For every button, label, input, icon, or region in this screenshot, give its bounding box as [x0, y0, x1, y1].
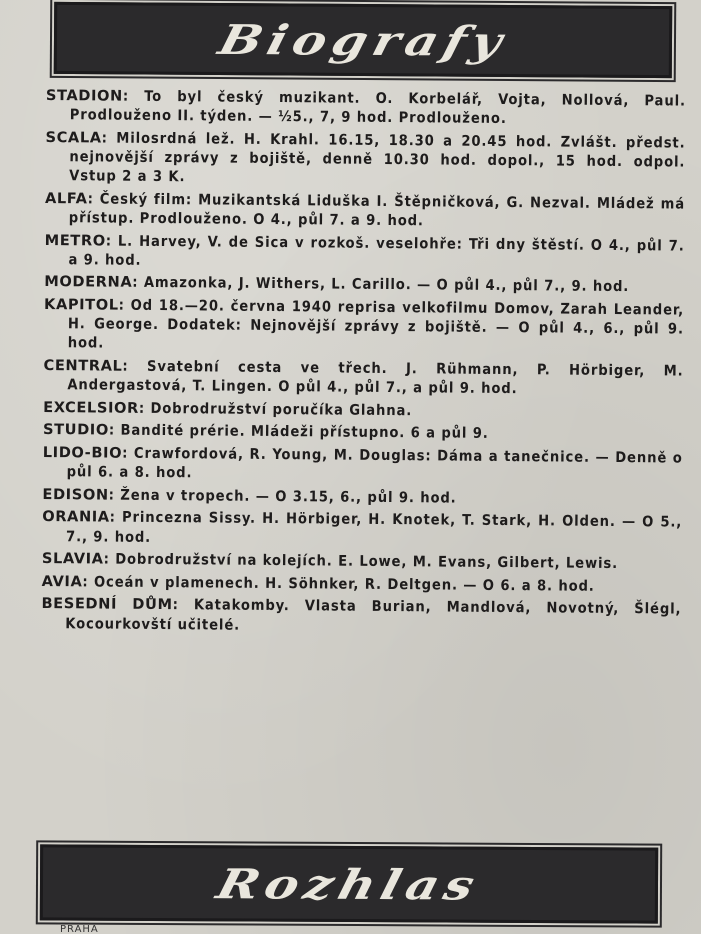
cut-off-text: PRAHA	[60, 924, 99, 934]
venue-name: MODERNA	[44, 273, 133, 292]
list-item: KAPITOL: Od 18.—20. června 1940 reprisa velkofilmu Domov, Zarah Leander, H. George. Dodatek: Nejnovější zprávy z bojiště. — O půl 4., 6., půl 9. hod.	[44, 295, 685, 352]
venue-name: BESEDNÍ DŮM	[41, 595, 173, 614]
list-item: METRO: L. Harvey, V. de Sica v rozkoš. veselohře: Tři dny štěstí. O 4., půl 7. a 9. hod.	[44, 231, 685, 269]
listing-text: Katakomby. Vlasta Burian, Mandlová, Novotný, Šlégl, Kocourkovští učitelé.	[65, 596, 682, 634]
list-item: LIDO-BIO: Crawfordová, R. Young, M. Douglas: Dáma a tanečnice. — Denně o půl 6. a 8. hod.	[42, 443, 683, 482]
listing-text: Český film: Muzikantská Liduška I. Štěpničková, G. Nezval. Mládež má přístup. Prodlouženo. O 4., půl 7. a 9. hod.	[68, 190, 686, 230]
venue-name: AVIA	[41, 572, 83, 591]
list-item: BESEDNÍ DŮM: Katakomby. Vlasta Burian, Mandlová, Novotný, Šlégl, Kocourkovští učitelé.	[41, 595, 682, 634]
list-item: CENTRAL: Svatební cesta ve třech. J. Rühmann, P. Hörbiger, M. Andergastová, T. Lingen. O půl 4., půl 7., a půl 9. hod.	[43, 356, 684, 398]
venue-name: SLAVIA	[41, 550, 104, 568]
listing-text: Dobrodružství poručíka Glahna.	[150, 399, 413, 419]
cinema-listings	[41, 86, 686, 642]
listing-text: Svatební cesta ve třech. J. Rühmann, P. Hörbiger, M. Andergastová, T. Lingen. O půl 4., půl 7., a půl 9. hod.	[67, 357, 684, 398]
listing-text: Princezna Sissy. H. Hörbiger, H. Knotek, T. Stark, H. Olden. — O 5., 7., 9. hod.	[65, 509, 683, 546]
venue-name: KAPITOL	[44, 295, 119, 314]
listing-text: Oceán v plamenech. H. Söhnker, R. Deltgen. — O 6. a 8. hod.	[93, 573, 595, 595]
listing-text: To byl český muzikant. O. Korbelář, Vojta, Nollová, Paul. Prodlouženo II. týden. — ½5., 7, 9 hod. Prodlouženo.	[69, 87, 686, 128]
venue-name: LIDO-BIO	[42, 443, 123, 462]
venue-name: ORANIA	[42, 508, 110, 526]
listing-text: Bandité prérie. Mládeži přístupno. 6 a půl 9.	[120, 422, 489, 443]
list-item: EDISON: Žena v tropech. — O 3.15, 6., půl 9. hod.	[42, 485, 457, 507]
listing-text: Crawfordová, R. Young, M. Douglas: Dáma a tanečnice. — Denně o půl 6. a 8. hod.	[66, 444, 683, 482]
header-title: Biografy	[213, 14, 513, 66]
listing-text: Žena v tropech. — O 3.15, 6., půl 9. hod.	[120, 486, 457, 507]
listing-text: Amazonka, J. Withers, L. Carillo. — O půl 4., půl 7., 9. hod.	[143, 274, 630, 296]
list-item: STADION: To byl český muzikant. O. Korbelář, Vojta, Nollová, Paul. Prodlouženo II. týden. — ½5., 7, 9 hod. Prodlouženo.	[45, 86, 686, 128]
listing-text: Milosrdná lež. H. Krahl. 16.15, 18.30 a 20.45 hod. Zvlášt. předst. nejnovější zprávy z bojiště, denně 10.30 hod. dopol., 15 hod. odpol. Vstup 2 a 3 K.	[69, 129, 686, 186]
venue-name: SCALA	[45, 128, 102, 147]
listing-text: L. Harvey, V. de Sica v rozkoš. veselohře: Tři dny štěstí. O 4., půl 7. a 9. hod.	[68, 232, 685, 269]
list-item: ORANIA: Princezna Sissy. H. Hörbiger, H. Knotek, T. Stark, H. Olden. — O 5., 7., 9. hod.	[42, 508, 683, 546]
biografy-header-banner	[54, 2, 672, 78]
listing-text: Od 18.—20. června 1940 reprisa velkofilmu Domov, Zarah Leander, H. George. Dodatek: Nejnovější zprávy z bojiště. — O půl 4., 6., půl 9. hod.	[67, 296, 685, 352]
list-item: SCALA: Milosrdná lež. H. Krahl. 16.15, 18.30 a 20.45 hod. Zvlášt. předst. nejnovější zprávy z bojiště, denně 10.30 hod. dopol., 15 hod. odpol. Vstup 2 a 3 K.	[45, 128, 686, 186]
venue-name: EDISON	[42, 485, 109, 504]
venue-name: STUDIO	[42, 421, 109, 439]
venue-name: STADION	[45, 86, 123, 105]
list-item: ALFA: Český film: Muzikantská Liduška I. Štěpničková, G. Nezval. Mládež má přístup. Prodlouženo. O 4., půl 7. a 9. hod.	[44, 189, 686, 230]
venue-name: ALFA	[44, 189, 88, 208]
list-item: AVIA: Oceán v plamenech. H. Söhnker, R. Deltgen. — O 6. a 8. hod.	[41, 572, 595, 595]
rozhlas-header-banner	[40, 844, 658, 923]
list-item: STUDIO: Bandité prérie. Mládeži přístupno. 6 a půl 9.	[42, 421, 489, 443]
venue-name: CENTRAL	[43, 356, 123, 375]
list-item: EXCELSIOR: Dobrodružství poručíka Glahna.	[43, 398, 413, 419]
list-item: SLAVIA: Dobrodružství na kolejích. E. Lowe, M. Evans, Gilbert, Lewis.	[41, 550, 619, 573]
venue-name: EXCELSIOR	[43, 398, 139, 417]
listing-text: Dobrodružství na kolejích. E. Lowe, M. Evans, Gilbert, Lewis.	[115, 550, 619, 573]
venue-name: METRO	[44, 231, 106, 250]
list-item: MODERNA: Amazonka, J. Withers, L. Carillo. — O půl 4., půl 7., 9. hod.	[44, 273, 630, 296]
footer-title: Rozhlas	[212, 859, 486, 909]
